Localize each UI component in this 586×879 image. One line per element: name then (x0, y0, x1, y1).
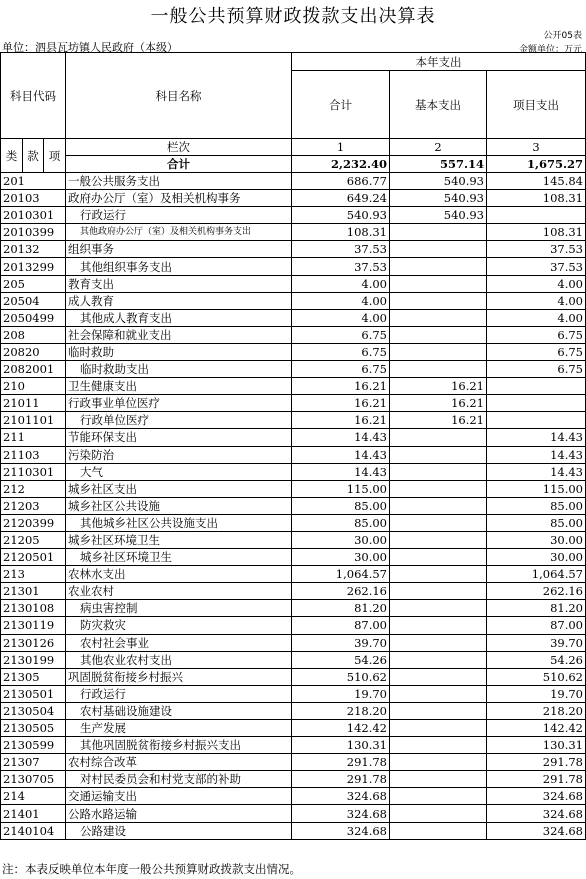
row-basic (390, 497, 487, 514)
table-row (1, 429, 586, 446)
table-row (1, 326, 586, 343)
table-row (1, 531, 586, 548)
row-name: 节能环保支出 (66, 429, 292, 446)
row-total: 115.00 (292, 480, 390, 497)
row-code: 212 (1, 480, 66, 497)
table-row (1, 771, 586, 788)
table-row (1, 549, 586, 566)
row-basic (390, 668, 487, 685)
table-row (1, 788, 586, 805)
row-total: 4.00 (292, 309, 390, 326)
row-project: 4.00 (487, 292, 586, 309)
row-project: 291.78 (487, 771, 586, 788)
row-project: 4.00 (487, 275, 586, 292)
row-name: 其他城乡社区公共设施支出 (66, 514, 292, 531)
total-basic: 557.14 (390, 156, 487, 173)
row-project (487, 412, 586, 429)
row-basic: 16.21 (390, 395, 487, 412)
row-project: 6.75 (487, 361, 586, 378)
row-code: 21401 (1, 805, 66, 822)
row-name: 城乡社区公共设施 (66, 497, 292, 514)
row-code: 20820 (1, 343, 66, 360)
row-name: 一般公共服务支出 (66, 173, 292, 190)
row-project: 324.68 (487, 788, 586, 805)
row-code: 2130505 (1, 720, 66, 737)
row-project: 54.26 (487, 651, 586, 668)
table-row (1, 617, 586, 634)
row-name: 行政事业单位医疗 (66, 395, 292, 412)
row-project: 4.00 (487, 309, 586, 326)
table-row (1, 207, 586, 224)
row-project: 291.78 (487, 754, 586, 771)
table-row (1, 190, 586, 207)
table-row (1, 497, 586, 514)
row-basic: 540.93 (390, 207, 487, 224)
row-project: 108.31 (487, 224, 586, 241)
row-name: 其他农业农村支出 (66, 651, 292, 668)
row-total: 130.31 (292, 737, 390, 754)
row-code: 2130504 (1, 702, 66, 719)
table-row (1, 258, 586, 275)
row-project: 142.42 (487, 720, 586, 737)
header-code: 科目代码 (1, 53, 66, 139)
unit-label: 单位：泗县瓦坊镇人民政府（本级） (2, 41, 178, 54)
row-basic (390, 480, 487, 497)
row-name: 卫生健康支出 (66, 378, 292, 395)
row-name: 巩固脱贫衔接乡村振兴 (66, 668, 292, 685)
row-project: 6.75 (487, 326, 586, 343)
row-basic: 540.93 (390, 190, 487, 207)
header-basic: 基本支出 (390, 71, 487, 139)
header-lei: 类 (1, 139, 23, 173)
table-row (1, 378, 586, 395)
footnote: 注：本表反映单位本年度一般公共预算财政拨款支出情况。 (2, 862, 301, 876)
header-col2: 2 (390, 139, 487, 156)
row-code: 2130199 (1, 651, 66, 668)
table-row (1, 241, 586, 258)
row-project: 130.31 (487, 737, 586, 754)
row-code: 2013299 (1, 258, 66, 275)
row-code: 2120399 (1, 514, 66, 531)
row-code: 205 (1, 275, 66, 292)
table-row (1, 702, 586, 719)
row-basic (390, 634, 487, 651)
table-row (1, 685, 586, 702)
row-name: 防灾救灾 (66, 617, 292, 634)
row-name: 农村基础设施建设 (66, 702, 292, 719)
row-code: 2130599 (1, 737, 66, 754)
row-name: 其他成人教育支出 (66, 309, 292, 326)
row-code: 2110301 (1, 463, 66, 480)
row-basic (390, 617, 487, 634)
row-code: 213 (1, 566, 66, 583)
table-row (1, 463, 586, 480)
table-row (1, 343, 586, 360)
row-code: 21305 (1, 668, 66, 685)
row-total: 16.21 (292, 412, 390, 429)
row-project: 30.00 (487, 531, 586, 548)
row-name: 临时救助 (66, 343, 292, 360)
row-code: 2082001 (1, 361, 66, 378)
table-row (1, 634, 586, 651)
row-total: 4.00 (292, 292, 390, 309)
row-code: 2130501 (1, 685, 66, 702)
row-code: 2101101 (1, 412, 66, 429)
row-total: 14.43 (292, 463, 390, 480)
header-lanci: 栏次 (66, 139, 292, 156)
row-basic (390, 702, 487, 719)
row-basic (390, 754, 487, 771)
row-basic (390, 771, 487, 788)
row-project: 145.84 (487, 173, 586, 190)
table-row (1, 395, 586, 412)
row-total: 324.68 (292, 822, 390, 839)
row-name: 病虫害控制 (66, 600, 292, 617)
row-basic (390, 549, 487, 566)
row-basic (390, 531, 487, 548)
header-year-expense: 本年支出 (292, 53, 586, 71)
row-name: 污染防治 (66, 446, 292, 463)
row-basic (390, 737, 487, 754)
row-name: 行政运行 (66, 685, 292, 702)
header-name: 科目名称 (66, 53, 292, 139)
row-code: 21301 (1, 583, 66, 600)
row-total: 85.00 (292, 514, 390, 531)
row-total: 30.00 (292, 531, 390, 548)
row-name: 生产发展 (66, 720, 292, 737)
row-project (487, 395, 586, 412)
row-basic: 16.21 (390, 378, 487, 395)
row-total: 6.75 (292, 343, 390, 360)
row-project: 85.00 (487, 497, 586, 514)
row-code: 2130119 (1, 617, 66, 634)
row-name: 成人教育 (66, 292, 292, 309)
row-name: 农林水支出 (66, 566, 292, 583)
row-basic (390, 720, 487, 737)
row-name: 交通运输支出 (66, 788, 292, 805)
row-project: 37.53 (487, 241, 586, 258)
row-name: 公路建设 (66, 822, 292, 839)
row-basic (390, 566, 487, 583)
header-col1: 1 (292, 139, 390, 156)
row-total: 81.20 (292, 600, 390, 617)
row-code: 21307 (1, 754, 66, 771)
row-basic: 540.93 (390, 173, 487, 190)
header-total: 合计 (292, 71, 390, 139)
table-row (1, 651, 586, 668)
row-total: 291.78 (292, 771, 390, 788)
row-code: 2010399 (1, 224, 66, 241)
row-name: 农业农村 (66, 583, 292, 600)
row-total: 54.26 (292, 651, 390, 668)
row-project: 262.16 (487, 583, 586, 600)
table-row (1, 805, 586, 822)
row-basic (390, 446, 487, 463)
row-total: 6.75 (292, 326, 390, 343)
row-total: 1,064.57 (292, 566, 390, 583)
row-code: 20132 (1, 241, 66, 258)
header-project: 项目支出 (487, 71, 586, 139)
row-basic (390, 326, 487, 343)
page-title: 一般公共预算财政拨款支出决算表 (150, 6, 436, 27)
row-name: 公路水路运输 (66, 805, 292, 822)
table-row (1, 668, 586, 685)
row-code: 211 (1, 429, 66, 446)
row-basic (390, 224, 487, 241)
form-number: 公开05表 (543, 31, 582, 41)
row-basic (390, 309, 487, 326)
table-row (1, 412, 586, 429)
row-total: 37.53 (292, 258, 390, 275)
money-unit: 金额单位：万元 (518, 45, 582, 55)
row-project: 115.00 (487, 480, 586, 497)
row-total: 14.43 (292, 429, 390, 446)
row-total: 540.93 (292, 207, 390, 224)
table-row (1, 275, 586, 292)
row-total: 30.00 (292, 549, 390, 566)
table-row (1, 600, 586, 617)
row-total: 85.00 (292, 497, 390, 514)
row-name: 大气 (66, 463, 292, 480)
row-name: 其他政府办公厅（室）及相关机构事务支出 (66, 224, 292, 241)
row-code: 2130705 (1, 771, 66, 788)
row-total: 87.00 (292, 617, 390, 634)
row-project: 510.62 (487, 668, 586, 685)
row-project: 14.43 (487, 463, 586, 480)
row-basic (390, 685, 487, 702)
row-code: 2140104 (1, 822, 66, 839)
table-row (1, 566, 586, 583)
row-name: 社会保障和就业支出 (66, 326, 292, 343)
row-project (487, 378, 586, 395)
row-code: 20504 (1, 292, 66, 309)
row-total: 324.68 (292, 788, 390, 805)
header-col3: 3 (487, 139, 586, 156)
table-row (1, 480, 586, 497)
row-basic (390, 275, 487, 292)
row-total: 108.31 (292, 224, 390, 241)
row-project: 14.43 (487, 446, 586, 463)
table-row (1, 292, 586, 309)
row-name: 对村民委员会和村党支部的补助 (66, 771, 292, 788)
row-total: 324.68 (292, 805, 390, 822)
row-project: 6.75 (487, 343, 586, 360)
row-name: 城乡社区支出 (66, 480, 292, 497)
row-total: 291.78 (292, 754, 390, 771)
expense-table (0, 52, 586, 840)
row-total: 262.16 (292, 583, 390, 600)
row-basic (390, 514, 487, 531)
row-project: 81.20 (487, 600, 586, 617)
row-code: 21203 (1, 497, 66, 514)
table-row (1, 309, 586, 326)
row-name: 临时救助支出 (66, 361, 292, 378)
total-sum: 2,232.40 (292, 156, 390, 173)
row-total: 37.53 (292, 241, 390, 258)
row-code: 201 (1, 173, 66, 190)
row-project: 324.68 (487, 805, 586, 822)
row-basic (390, 583, 487, 600)
row-code: 2130126 (1, 634, 66, 651)
row-basic: 16.21 (390, 412, 487, 429)
total-project: 1,675.27 (487, 156, 586, 173)
row-code: 2050499 (1, 309, 66, 326)
row-code: 20103 (1, 190, 66, 207)
table-row (1, 224, 586, 241)
row-total: 686.77 (292, 173, 390, 190)
row-code: 208 (1, 326, 66, 343)
row-project (487, 207, 586, 224)
row-name: 组织事务 (66, 241, 292, 258)
row-project: 14.43 (487, 429, 586, 446)
row-name: 行政单位医疗 (66, 412, 292, 429)
header-xiang: 项 (44, 139, 66, 173)
row-basic (390, 822, 487, 839)
row-basic (390, 241, 487, 258)
table-row (1, 583, 586, 600)
row-code: 2010301 (1, 207, 66, 224)
row-project: 87.00 (487, 617, 586, 634)
row-total: 142.42 (292, 720, 390, 737)
row-name: 政府办公厅（室）及相关机构事务 (66, 190, 292, 207)
row-total: 14.43 (292, 446, 390, 463)
row-basic (390, 805, 487, 822)
table-row (1, 720, 586, 737)
row-basic (390, 429, 487, 446)
row-name: 农村社会事业 (66, 634, 292, 651)
row-basic (390, 463, 487, 480)
row-total: 4.00 (292, 275, 390, 292)
row-project: 218.20 (487, 702, 586, 719)
row-project: 85.00 (487, 514, 586, 531)
row-code: 21205 (1, 531, 66, 548)
row-project: 30.00 (487, 549, 586, 566)
row-basic (390, 651, 487, 668)
row-code: 210 (1, 378, 66, 395)
row-name: 城乡社区环境卫生 (66, 531, 292, 548)
row-total: 510.62 (292, 668, 390, 685)
row-name: 教育支出 (66, 275, 292, 292)
header-kuan: 款 (23, 139, 44, 173)
row-basic (390, 361, 487, 378)
table-row (1, 737, 586, 754)
table-row (1, 446, 586, 463)
row-project: 19.70 (487, 685, 586, 702)
row-name: 行政运行 (66, 207, 292, 224)
table-row (1, 754, 586, 771)
row-code: 2120501 (1, 549, 66, 566)
row-name: 其他巩固脱贫衔接乡村振兴支出 (66, 737, 292, 754)
row-total: 19.70 (292, 685, 390, 702)
row-basic (390, 600, 487, 617)
row-basic (390, 343, 487, 360)
row-project: 324.68 (487, 822, 586, 839)
row-code: 21011 (1, 395, 66, 412)
table-row (1, 822, 586, 839)
row-project: 1,064.57 (487, 566, 586, 583)
row-project: 37.53 (487, 258, 586, 275)
row-code: 21103 (1, 446, 66, 463)
total-label: 合计 (66, 156, 292, 173)
row-project: 108.31 (487, 190, 586, 207)
row-name: 城乡社区环境卫生 (66, 549, 292, 566)
table-row (1, 361, 586, 378)
row-total: 218.20 (292, 702, 390, 719)
row-basic (390, 788, 487, 805)
row-total: 39.70 (292, 634, 390, 651)
row-total: 6.75 (292, 361, 390, 378)
row-name: 农村综合改革 (66, 754, 292, 771)
table-row (1, 173, 586, 190)
row-basic (390, 258, 487, 275)
row-total: 16.21 (292, 395, 390, 412)
row-basic (390, 292, 487, 309)
row-code: 214 (1, 788, 66, 805)
row-project: 39.70 (487, 634, 586, 651)
row-total: 16.21 (292, 378, 390, 395)
row-name: 其他组织事务支出 (66, 258, 292, 275)
table-row (1, 514, 586, 531)
row-code: 2130108 (1, 600, 66, 617)
row-total: 649.24 (292, 190, 390, 207)
